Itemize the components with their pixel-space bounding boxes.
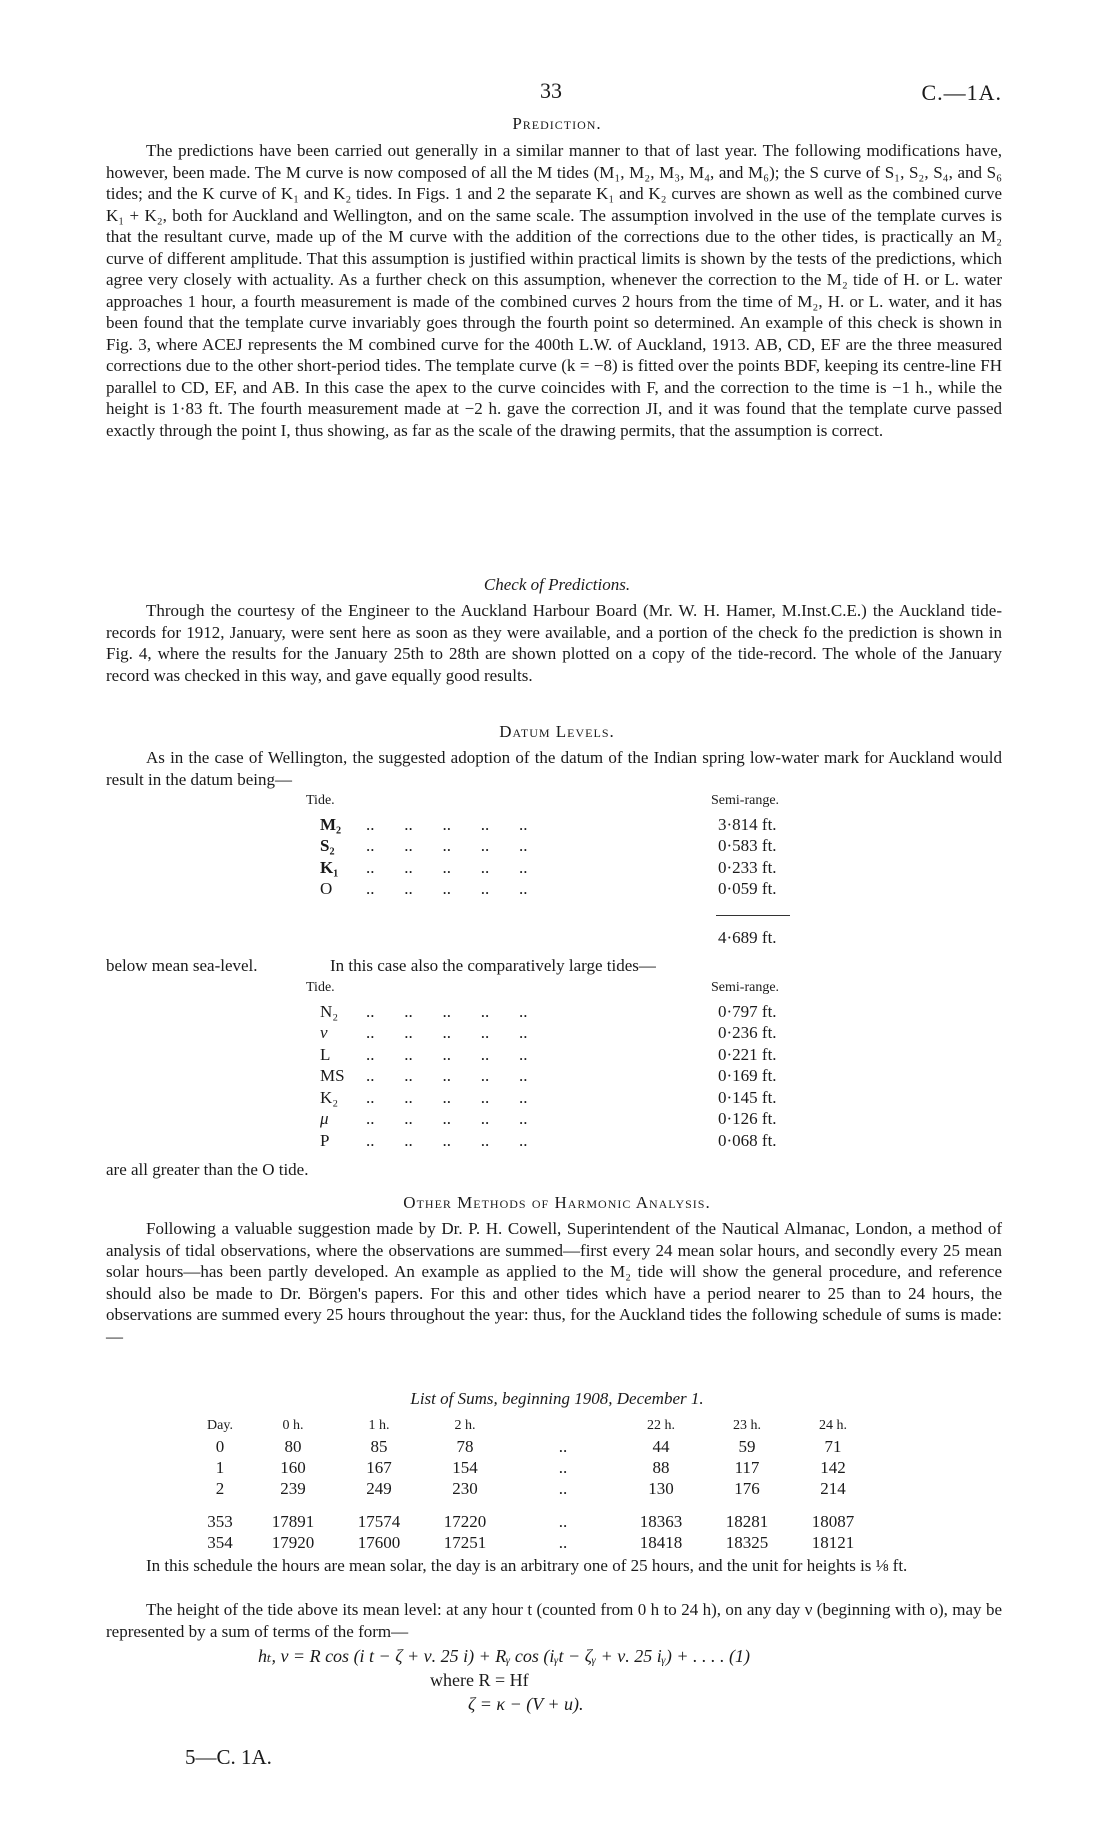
- schedule-cell: ..: [558, 1478, 568, 1498]
- schedule-cell: 85: [370, 1436, 388, 1456]
- tide-name: M₂: [320, 814, 342, 834]
- check-paragraph: Through the courtesy of the Engineer to the Auckland Harbour Board (Mr. W. H. Hamer, M.Inst.C.E.) the Auckland tide-records for 1912, January, were sent here as soon as they were available, and a portion of the check fo the prediction is shown in Fig. 4, where the results for the January 25th to 28th are shown plotted on a copy of the tide-record. The whole of the January record was checked in this way, and gave equally good results.: [106, 601, 1002, 685]
- schedule-cell: 130: [648, 1478, 674, 1498]
- tide-name: K₁: [320, 857, 339, 877]
- datum-row: [306, 836, 806, 858]
- semi-range-value: 0·236 ft.: [718, 1023, 777, 1042]
- datum-total: 4·689 ft.: [718, 928, 777, 947]
- large-tides-intro: In this case also the comparatively large tides—: [330, 956, 656, 975]
- schedule-cell: 18281: [725, 1511, 769, 1531]
- tide-name: O: [320, 879, 333, 898]
- schedule-header-cell: Day.: [207, 1417, 233, 1433]
- schedule-cell: 18325: [725, 1532, 769, 1552]
- other-methods-heading: Other Methods of Harmonic Analysis.: [403, 1193, 711, 1212]
- schedule-cell: 230: [452, 1478, 478, 1498]
- schedule-of-sums: [190, 1415, 876, 1553]
- semi-range-value: 3·814 ft.: [718, 814, 777, 834]
- datum-table-2-header: [306, 980, 806, 1002]
- leader-dots: .. .. .. .. ..: [366, 814, 528, 834]
- leader-dots: .. .. .. .. ..: [366, 1001, 528, 1021]
- semi-range-value: 0·145 ft.: [718, 1087, 777, 1107]
- leader-dots: .. .. .. .. ..: [366, 1023, 528, 1042]
- schedule-cell: 1: [215, 1457, 225, 1477]
- leader-dots: .. .. .. .. ..: [366, 1044, 528, 1064]
- datum-heading: Datum Levels.: [499, 722, 615, 741]
- schedule-row: [190, 1511, 876, 1532]
- tide-name: ν: [320, 1023, 328, 1042]
- schedule-cell: 44: [652, 1436, 670, 1456]
- tide-name: P: [320, 1130, 330, 1150]
- formula-line-3: ζ = κ − (V + u).: [468, 1694, 584, 1714]
- schedule-cell: 18087: [811, 1511, 855, 1531]
- semi-range-value: 0·221 ft.: [718, 1044, 777, 1064]
- check-heading: Check of Predictions.: [483, 575, 631, 594]
- schedule-row: [190, 1478, 876, 1499]
- schedule-header-cell: 2 h.: [454, 1417, 476, 1433]
- schedule-cell: 59: [738, 1436, 756, 1456]
- leader-dots: .. .. .. .. ..: [366, 857, 528, 877]
- semi-range-value: 0·059 ft.: [718, 879, 777, 898]
- datum-row: [306, 879, 806, 901]
- semi-range-value: 0·583 ft.: [718, 836, 777, 855]
- page-number: 33: [540, 78, 562, 103]
- schedule-header-cell: 0 h.: [282, 1417, 304, 1433]
- schedule-header-row: [190, 1415, 876, 1436]
- schedule-cell: 18121: [811, 1532, 855, 1552]
- schedule-cell: 0: [215, 1436, 225, 1456]
- datum-table-1-header: [306, 793, 806, 815]
- datum-row: [306, 1088, 806, 1110]
- schedule-cell: 353: [207, 1511, 233, 1531]
- leader-dots: .. .. .. .. ..: [366, 1130, 528, 1150]
- schedule-cell: 2: [215, 1478, 225, 1498]
- datum-table-1: [306, 793, 806, 901]
- schedule-header-cell: 23 h.: [733, 1417, 761, 1433]
- prediction-heading: Prediction.: [512, 114, 602, 133]
- schedule-cell: 17574: [357, 1511, 401, 1531]
- schedule-cell: 239: [280, 1478, 306, 1498]
- schedule-row: [190, 1532, 876, 1553]
- schedule-cell: 88: [652, 1457, 670, 1477]
- datum-row: [306, 1066, 806, 1088]
- semi-range-value: 0·233 ft.: [718, 857, 777, 877]
- schedule-cell: 17220: [443, 1511, 487, 1531]
- schedule-cell: 160: [280, 1457, 306, 1477]
- formula-line-1: hₜ, ν = R cos (i t − ζ + ν. 25 i) + Rᵧ cos (iᵧt − ζᵧ + ν. 25 iᵧ) + . . . . (1): [258, 1646, 751, 1666]
- schedule-cell: 71: [824, 1436, 842, 1456]
- schedule-header-cell: 1 h.: [368, 1417, 390, 1433]
- semi-range-column-header: Semi-range.: [711, 793, 780, 808]
- other-methods-paragraph: Following a valuable suggestion made by Dr. P. H. Cowell, Superintendent of the Nautical Almanac, London, a method of analysis of tidal observations, where the observations are summed—first every 24 mean solar hours, and secondly every 25 mean solar hours—has been partly developed. An example as applied to the M₂ tide will show the general procedure, and reference should also be made to Dr. Börgen's papers. For this and other tides which have a period nearer to 25 than to 24 hours, the observations are summed every 25 hours throughout the year: thus, for the Auckland tides the following schedule of sums is made:—: [106, 1219, 1002, 1346]
- schedule-cell: 18363: [639, 1511, 683, 1531]
- semi-range-value: 0·068 ft.: [718, 1130, 777, 1150]
- leader-dots: .. .. .. .. ..: [366, 1087, 528, 1107]
- leader-dots: .. .. .. .. ..: [366, 1109, 528, 1128]
- schedule-gap: [190, 1499, 876, 1511]
- schedule-cell: 17891: [271, 1511, 315, 1531]
- schedule-cell: 17600: [357, 1532, 401, 1552]
- semi-range-value: 0·126 ft.: [718, 1109, 777, 1128]
- datum-table-2: [306, 980, 806, 1152]
- footer-code: 5—C. 1A.: [185, 1745, 272, 1769]
- list-of-sums-title: List of Sums, beginning 1908, December 1.: [410, 1389, 704, 1408]
- datum-row: [306, 1023, 806, 1045]
- datum-row: [306, 1002, 806, 1024]
- tide-name: L: [320, 1044, 331, 1064]
- schedule-cell: 176: [734, 1478, 760, 1498]
- schedule-cell: 17920: [271, 1532, 315, 1552]
- schedule-cell: ..: [558, 1457, 568, 1477]
- semi-range-column-header: Semi-range.: [711, 980, 780, 995]
- schedule-cell: 17251: [443, 1532, 487, 1552]
- tide-name: N₂: [320, 1001, 339, 1021]
- datum-closing: are all greater than the O tide.: [106, 1160, 309, 1179]
- tide-name: μ: [320, 1109, 329, 1128]
- formula-line-2: where R = Hf: [430, 1670, 529, 1690]
- schedule-cell: 214: [820, 1478, 846, 1498]
- schedule-header-cell: 24 h.: [819, 1417, 847, 1433]
- schedule-cell: ..: [558, 1436, 568, 1456]
- schedule-header-cell: [508, 1415, 618, 1436]
- tide-name: K₂: [320, 1087, 339, 1107]
- schedule-row: [190, 1436, 876, 1457]
- schedule-note: In this schedule the hours are mean solar, the day is an arbitrary one of 25 hours, and the unit for heights is ⅛ ft.: [146, 1556, 908, 1575]
- schedule-cell: 154: [452, 1457, 478, 1477]
- datum-intro: As in the case of Wellington, the suggested adoption of the datum of the Indian spring low-water mark for Auckland would result in the datum being—: [106, 748, 1002, 789]
- sum-rule: [716, 915, 790, 916]
- datum-row: [306, 815, 806, 837]
- schedule-row: [190, 1457, 876, 1478]
- schedule-cell: 167: [366, 1457, 392, 1477]
- schedule-cell: 80: [284, 1436, 302, 1456]
- leader-dots: .. .. .. .. ..: [366, 879, 528, 898]
- schedule-cell: 117: [734, 1457, 760, 1477]
- tide-name: MS: [320, 1066, 345, 1085]
- datum-row: [306, 1131, 806, 1153]
- schedule-header-cell: 22 h.: [647, 1417, 675, 1433]
- below-mean-sea-level: below mean sea-level.: [106, 956, 258, 975]
- datum-row: [306, 858, 806, 880]
- schedule-cell: ..: [558, 1532, 568, 1552]
- schedule-cell: 354: [207, 1532, 233, 1552]
- tide-height-paragraph: The height of the tide above its mean level: at any hour t (counted from 0 h to 24 h), on any day ν (beginning with o), may be represented by a sum of terms of the form—: [106, 1600, 1002, 1641]
- schedule-cell: 249: [366, 1478, 392, 1498]
- semi-range-value: 0·169 ft.: [718, 1066, 777, 1085]
- datum-row: [306, 1109, 806, 1131]
- document-code: C.—1A.: [921, 80, 1002, 105]
- tide-name: S₂: [320, 836, 335, 855]
- schedule-cell: 78: [456, 1436, 474, 1456]
- schedule-cell: 142: [820, 1457, 846, 1477]
- schedule-cell: ..: [558, 1511, 568, 1531]
- datum-row: [306, 1045, 806, 1067]
- prediction-paragraph: The predictions have been carried out generally in a similar manner to that of last year. The following modifications have, however, been made. The M curve is now composed of all the M tides (M₁, M₂, M₃, M₄, and M₆); the S curve of S₁, S₂, S₄, and S₆ tides; and the K curve of K₁ and K₂ tides. In Figs. 1 and 2 the separate K₁ and K₂ curves are shown as well as the combined curve K₁ + K₂, both for Auckland and Wellington, and on the same scale. The assumption involved in the use of the template curves is that the resultant curve, made up of the M curve with the addition of the corrections due to the other tides, is practically an M₂ curve of different amplitude. That this assumption is justified within practical limits is shown by the tests of the predictions, which agree very closely with actuality. As a further check on this assumption, whenever the correction to the M₂ tide of H. or L. water approaches 1 hour, a fourth measurement is made of the combined curves 2 hours from the time of M₂, H. or L. water, and it has been found that the template curve invariably goes through the fourth point so determined. An example of this check is shown in Fig. 3, where ACEJ represents the M combined curve for the 400th L.W. of Auckland, 1913. AB, CD, EF are the three measured corrections due to the other short-period tides. The template curve (k = −8) is fitted over the points BDF, keeping its centre-line FH parallel to CD, EF, and AB. In this case the apex to the curve coincides with F, and the correction to the time is −1 h., while the height is 1·83 ft. The fourth measurement made at −2 h. gave the correction JI, and it was found that the template curve passed exactly through the point I, thus showing, as far as the scale of the drawing permits, that the assumption is correct.: [106, 141, 1002, 440]
- leader-dots: .. .. .. .. ..: [366, 836, 528, 855]
- semi-range-value: 0·797 ft.: [718, 1001, 777, 1021]
- leader-dots: .. .. .. .. ..: [366, 1066, 528, 1085]
- schedule-cell: 18418: [639, 1532, 683, 1552]
- tide-column-header: Tide.: [306, 980, 335, 995]
- tide-column-header: Tide.: [306, 793, 335, 808]
